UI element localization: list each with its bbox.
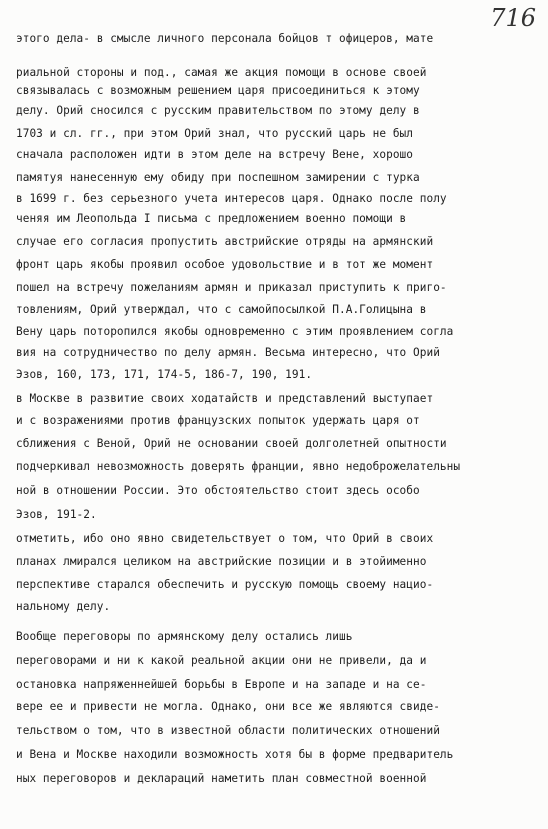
text-line: товлениям, Орий утверждал, что с самойпосылкой П.А.Голицына в bbox=[16, 303, 427, 316]
text-line: Вообще переговоры по армянскому делу остались лишь bbox=[16, 630, 353, 643]
text-line: 1703 и сл. гг., при этом Орий знал, что русский царь не был bbox=[16, 127, 414, 140]
text-line: сближения с Веной, Орий не основании своей долголетней опытности bbox=[16, 437, 447, 450]
text-line: остановка напряженнейшей борьбы в Европе и на западе и на се- bbox=[16, 678, 427, 691]
text-line: риальной стороны и под., самая же акция помощи в основе своей bbox=[16, 66, 427, 79]
text-line: планах лмирался целиком на австрийские позиции и в этойименно bbox=[16, 555, 427, 568]
text-line: Эзов, 191-2. bbox=[16, 508, 97, 521]
text-line: вия на сотрудничество по делу армян. Весьма интересно, что Орий bbox=[16, 346, 440, 359]
page-number: 716 bbox=[490, 4, 536, 32]
text-line: ных переговоров и деклараций наметить план совместной военной bbox=[16, 772, 427, 785]
text-line: делу. Орий сносился с русским правительством по этому делу в bbox=[16, 104, 420, 117]
text-line: Эзов, 160, 173, 171, 174-5, 186-7, 190, 191. bbox=[16, 368, 313, 381]
text-line: и с возражениями против французских попыток удержать царя от bbox=[16, 414, 420, 427]
text-line: и Вена и Москве находили возможность хотя бы в форме предваритель bbox=[16, 748, 454, 761]
text-line: в 1699 г. без серьезного учета интересов царя. Однако после полу bbox=[16, 192, 447, 205]
text-line: случае его согласия пропустить австрийские отряды на армянский bbox=[16, 235, 434, 248]
text-line: переговорами и ни к какой реальной акции они не привели, да и bbox=[16, 654, 427, 667]
text-line: связывалась с возможным решением царя присоединиться к этому bbox=[16, 84, 420, 97]
text-line: тельством о том, что в известной области политических отношений bbox=[16, 724, 440, 737]
text-line: перспективе старался обеспечить и русскую помощь своему нацио- bbox=[16, 578, 434, 591]
text-line: пошел на встречу пожеланиям армян и приказал приступить к приго- bbox=[16, 281, 447, 294]
text-line: вере ее и привести не могла. Однако, они все же являются свиде- bbox=[16, 700, 440, 713]
text-line: Вену царь поторопился якобы одновременно с этим проявлением согла bbox=[16, 325, 454, 338]
text-line: этого дела- в смысле личного персонала бойцов т офицеров, мате bbox=[16, 32, 434, 45]
text-line: в Москве в развитие своих ходатайств и представлений выступает bbox=[16, 392, 434, 405]
text-line: ной в отношении России. Это обстоятельство стоит здесь особо bbox=[16, 484, 420, 497]
text-line: ченяя им Леопольда I письма с предложением военно помощи в bbox=[16, 212, 407, 225]
text-line: подчеркивал невозможность доверять франции, явно недоброжелательны bbox=[16, 460, 461, 473]
text-line: фронт царь якобы проявил особое удовольствие и в тот же момент bbox=[16, 258, 434, 271]
text-line: отметить, ибо оно явно свидетельствует о том, что Орий в своих bbox=[16, 532, 434, 545]
text-line: сначала расположен идти в этом деле на встречу Вене, хорошо bbox=[16, 148, 414, 161]
text-line: памятуя нанесенную ему обиду при поспешном замирении с турка bbox=[16, 171, 420, 184]
text-line: нальному делу. bbox=[16, 600, 111, 613]
